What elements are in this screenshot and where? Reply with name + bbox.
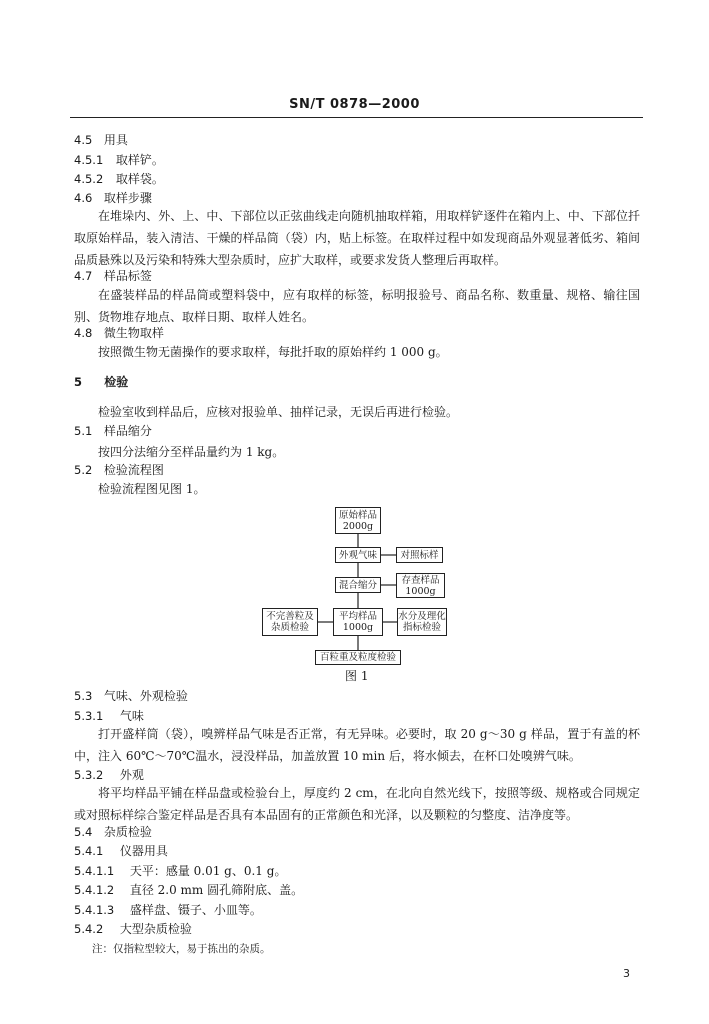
section-4-6-text: 在堆垛内、外、上、中、下部位以正弦曲线走向随机抽取样箱，用取样铲逐件在箱内上、中、下部位扦取原始样品，装入清洁、干燥的样品筒（袋）内，贴上标签。在取样过程中如发现商品外观显著低劣、箱间品质悬殊以及污染和特殊大型杂质时，应扩大取样，或要求发货人整理后再取样。 (74, 209, 640, 267)
section-5-4-1-1 (74, 864, 286, 878)
section-5-4-1 (74, 844, 168, 858)
flow-box-mix-divide (335, 577, 381, 593)
box-label: 1000g (405, 585, 436, 597)
flow-box-appearance-odor (335, 547, 381, 563)
section-number: 4.5.1 (74, 153, 104, 167)
section-number: 5 (74, 375, 83, 389)
section-5-3-2-text: 将平均样品平铺在样品盘或检验台上，厚度约 2 cm，在北向自然光线下，按照等级、规格或合同规定或对照标样综合鉴定样品是否具有本品固有的正常颜色和光泽，以及颗粒的匀整度、洁净度等。 (74, 786, 640, 822)
section-title: 样品标签 (103, 269, 152, 283)
box-label: 杂质检验 (270, 622, 309, 633)
box-label: 指标检验 (402, 622, 441, 633)
section-title: 直径 2.0 mm 圆孔筛附底、盖。 (129, 883, 304, 897)
section-title: 用具 (103, 133, 128, 147)
section-title: 样品缩分 (103, 424, 152, 438)
section-title: 取样铲。 (115, 153, 164, 167)
box-label: 混合缩分 (338, 579, 377, 591)
section-title: 外观 (119, 768, 144, 782)
section-number: 5.4 (74, 825, 93, 839)
box-label: 存查样品 (401, 574, 440, 586)
section-title: 检验流程图 (103, 463, 164, 477)
box-label: 原始样品 (338, 509, 377, 521)
section-number: 5.3 (74, 689, 93, 703)
section-number: 4.5 (74, 133, 93, 147)
section-number: 5.4.1 (74, 844, 104, 858)
section-5-3-2 (74, 768, 144, 782)
section-5-4-2 (74, 922, 192, 936)
section-number: 4.6 (74, 191, 93, 205)
section-number: 5.4.1.3 (74, 903, 115, 917)
flow-box-reference-sample (396, 547, 443, 563)
section-5-4-1-2 (74, 883, 303, 897)
flow-box-raw-sample (335, 507, 381, 534)
page-number: 3 (623, 967, 630, 980)
section-title: 检验 (104, 375, 129, 389)
section-number: 5.4.2 (74, 922, 104, 936)
section-4-8-text: 按照微生物无菌操作的要求取样，每批扦取的原始样约 1 000 g。 (98, 345, 448, 359)
section-5-3-1 (74, 709, 144, 723)
section-5-3-1-text: 打开盛样筒（袋），嗅辨样品气味是否正常，有无异味。必要时，取 20 g～30 g 样品，置于有盖的杯中，注入 60℃～70℃温水，浸没样品，加盖放置 10 min 后，将水倾去，在杯口处嗅辨气味。 (74, 727, 640, 763)
section-number: 5.2 (74, 463, 93, 477)
box-label: 百粒重及粒度检验 (319, 652, 396, 663)
section-title: 杂质检验 (103, 825, 152, 839)
box-label: 2000g (342, 520, 374, 532)
flow-box-average-sample (333, 608, 383, 636)
footnote: 注：仅指粒型较大，易于拣出的杂质。 (92, 943, 271, 955)
section-title: 取样袋。 (115, 172, 164, 186)
section-number: 5.4.1.2 (74, 883, 115, 897)
section-number: 5.3.1 (74, 709, 104, 723)
section-title: 气味 (119, 709, 144, 723)
section-title: 取样步骤 (103, 191, 152, 205)
section-5-4 (74, 825, 152, 839)
section-title: 盛样盘、镊子、小皿等。 (129, 903, 262, 917)
section-title: 气味、外观检验 (103, 689, 188, 703)
section-number: 5.1 (74, 424, 93, 438)
box-label: 对照标样 (400, 549, 439, 561)
box-label: 不完善粒及 (266, 611, 314, 622)
section-number: 4.5.2 (74, 172, 104, 186)
section-number: 5.4.1.1 (74, 864, 115, 878)
flow-box-imperfect-impurity (262, 608, 318, 636)
figure-caption: 图 1 (345, 669, 369, 683)
section-title: 大型杂质检验 (119, 922, 192, 936)
section-title: 微生物取样 (103, 326, 164, 340)
section-5-text: 检验室收到样品后，应核对报验单、抽样记录，无误后再进行检验。 (98, 405, 459, 419)
flow-box-moisture-physchem (397, 608, 447, 636)
section-number: 5.3.2 (74, 768, 104, 782)
box-label: 平均样品 (338, 611, 377, 622)
box-label: 1000g (342, 622, 374, 633)
section-number: 4.7 (74, 269, 93, 283)
flow-box-retained-sample (396, 573, 445, 598)
section-5-3 (74, 689, 188, 703)
section-5-1-text: 按四分法缩分至样品量约为 1 kg。 (98, 445, 285, 459)
section-5-2-text: 检验流程图见图 1。 (98, 482, 206, 496)
box-label: 水分及理化 (398, 611, 446, 622)
box-label: 外观气味 (338, 549, 377, 561)
section-number: 4.8 (74, 326, 93, 340)
section-title: 仪器用具 (119, 844, 168, 858)
section-4-7-text: 在盛装样品的样品筒或塑料袋中，应有取样的标签，标明报验号、商品名称、数重量、规格、输往国别、货物堆存地点、取样日期、取样人姓名。 (74, 288, 640, 324)
flow-box-grain-weight-size (315, 650, 401, 665)
section-title: 天平：感量 0.01 g、0.1 g。 (129, 864, 287, 878)
section-5-4-1-3 (74, 903, 262, 917)
standard-code-header: SN/T 0878—2000 (289, 97, 420, 112)
